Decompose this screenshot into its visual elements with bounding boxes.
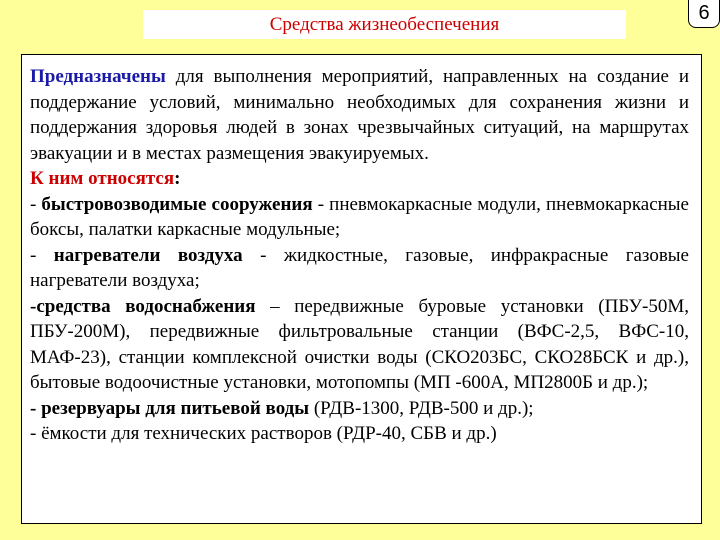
content-box (21, 54, 702, 524)
slide-title (143, 10, 626, 39)
list-heading-label: К ним относятся (30, 168, 175, 189)
list-heading (30, 166, 689, 192)
list-item-term: средства водоснабжения (36, 295, 256, 317)
intro-label: Предназначены (30, 66, 166, 87)
list-item (30, 192, 689, 243)
list-item-text: - ёмкости для технических растворов (РДР-40, СБВ и др.) (30, 423, 497, 444)
list-item (30, 421, 689, 447)
list-item-prefix: - (30, 295, 37, 317)
list-item-text: (РДВ-1300, РДВ-500 и др.); (309, 397, 534, 419)
slide-number-text: 6 (698, 2, 710, 24)
slide-number-badge (688, 0, 720, 28)
list-item (30, 294, 689, 396)
list-item (30, 396, 689, 422)
slide-title-text: Средства жизнеобеспечения (269, 14, 500, 35)
list-item-text: - пневмокаркасные модули, пневмокаркасные боксы, палатки каркасные модульные; (30, 193, 689, 240)
list-heading-colon: : (174, 168, 181, 189)
list-item-prefix: - (30, 193, 42, 215)
list-item-term: нагреватели воздуха (53, 244, 243, 266)
list-item-prefix: - (30, 244, 54, 266)
list-item-prefix: - (30, 397, 42, 419)
list-item-term: резервуары для питьевой воды (41, 397, 310, 419)
list-item-text: - жидкостные, газовые, инфракрасные газовые нагреватели воздуха; (30, 244, 689, 291)
intro-paragraph (30, 64, 689, 166)
list-item-term: быстровозводимые сооружения (41, 193, 313, 215)
list-item (30, 243, 689, 294)
list-item-text: – передвижные буровые установки (ПБУ-50М, ПБУ-200М), передвижные фильтровальные станции (ВФС-2,5, ВФС-10, МАФ-23), станции комплексной очистки воды (СКО203БС, СКО28БСК и др.), бытовые водоочистные установки, мотопомпы (МП -600А, МП2800Б и др.); (30, 295, 689, 393)
intro-text: для выполнения мероприятий, направленных на создание и поддержание условий, минимально необходимых для сохранения жизни и поддержания здоровья людей в зонах чрезвычайных ситуаций, на маршрутах эвакуации и в местах размещения эвакуируемых. (30, 66, 689, 164)
